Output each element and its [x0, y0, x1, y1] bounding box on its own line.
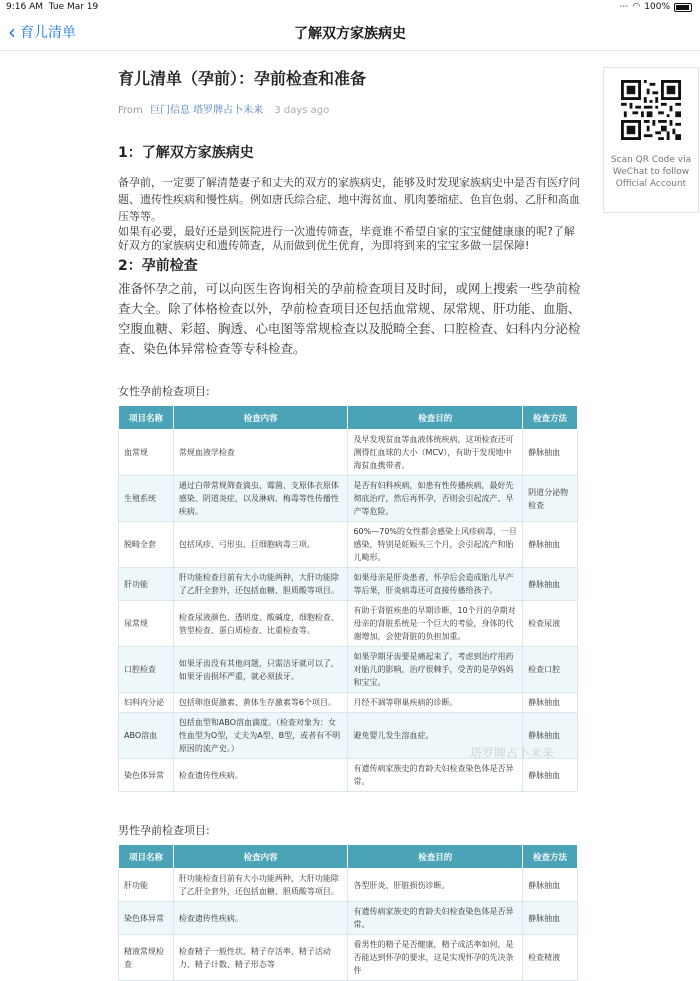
table-cell: 精液常规检查 [119, 935, 174, 981]
table-cell: 包括血型和ABO溶血滴度。（检查对象为：女性血型为O型，丈夫为A型、B型，或者有不明原因的流产史。） [173, 713, 348, 759]
chevron-left-icon: ‹ [8, 20, 16, 44]
table-cell: 静脉抽血 [523, 869, 578, 902]
table-cell: 静脉抽血 [523, 713, 578, 759]
table-cell: 避免婴儿发生溶血症。 [348, 713, 523, 759]
table-cell: 看男性的精子是否健康，精子成活率如何，是否能达到怀孕的要求，这是实现怀孕的先决条件 [348, 935, 523, 981]
section-heading-2: 2：孕前检查 [118, 258, 198, 274]
table-cell: 脱畸全套 [119, 522, 174, 568]
table-cell: 静脉抽血 [523, 693, 578, 713]
table-header-cell: 检查内容 [173, 406, 348, 430]
female-table-label: 女性孕前检查项目: [118, 385, 210, 398]
status-time: 9:16 AM Tue Mar 19 [6, 2, 99, 12]
table-cell: 有遗传病家族史的育龄夫妇检查染色体是否异常。 [348, 759, 523, 792]
table-cell: 静脉抽血 [523, 522, 578, 568]
wifi-icon: ◠ [632, 2, 641, 12]
table-cell: 静脉抽血 [523, 430, 578, 476]
table-cell: 肝功能 [119, 568, 174, 601]
table-cell: 通过白带常规筛查滴虫、霉菌、支原体衣原体感染、阴道炎症，以及淋病、梅毒等性传播性疾病。 [173, 476, 348, 522]
table-row [119, 869, 578, 902]
table-cell: 肝功能 [119, 869, 174, 902]
article-title: 育儿清单（孕前）：孕前检查和准备 [118, 69, 367, 88]
table-row [119, 601, 578, 647]
table-cell: 检查尿液颜色、透明度、酸碱度，细胞检查、管型检查、蛋白质检查、比重检查等。 [173, 601, 348, 647]
qr-card[interactable] [603, 67, 699, 213]
table-cell: 如果孕期牙齿要是痛起来了，考虑到治疗用药对胎儿的影响，治疗很棘手，受苦的是孕妈妈和宝宝。 [348, 647, 523, 693]
table-cell: 妇科内分泌 [119, 693, 174, 713]
paragraph-3: 准备怀孕之前，可以向医生咨询相关的孕前检查项目及时间，或网上搜索一些孕前检查大全。除了体格检查以外，孕前检查项目还包括血常规、尿常规、肝功能、血脂、空腹血糖、彩超、胸透、心电图等常规检查以及脱畸全套、口腔检查、妇科内分泌检查、染色体异常检查等专科检查。 [118, 281, 581, 356]
table-cell: 检查尿液 [523, 601, 578, 647]
table-row [119, 902, 578, 935]
table-cell: 检查精液 [523, 935, 578, 981]
watermark: 塔罗牌占卜未来 [470, 746, 555, 760]
table-cell: 肝功能检查目前有大小功能两种，大肝功能除了乙肝全套外，还包括血糖、胆质酸等项目。 [173, 568, 348, 601]
table-cell: 检查精子一般性状、精子存活率、精子活动力、精子计数、精子形态等 [173, 935, 348, 981]
table-cell: 血常规 [119, 430, 174, 476]
table-row [119, 568, 578, 601]
table-cell: 60%—70%的女性都会感染上风疹病毒，一旦感染，特别是妊娠头三个月，会引起流产和胎儿畸形。 [348, 522, 523, 568]
status-right [619, 2, 692, 12]
table-header-cell: 检查方法 [523, 406, 578, 430]
battery-icon [674, 3, 692, 12]
female-exam-table [118, 405, 578, 792]
table-cell: 检查遗传性疾病。 [173, 759, 348, 792]
table-cell: 检查口腔 [523, 647, 578, 693]
table-cell: 如果母亲是肝炎患者，怀孕后会造成胎儿早产等后果，肝炎病毒还可直接传播给孩子。 [348, 568, 523, 601]
male-table-label: 男性孕前检查项目: [118, 824, 210, 837]
table-row [119, 430, 578, 476]
battery-percent: 100% [644, 2, 670, 12]
table-header-cell: 检查内容 [173, 845, 348, 869]
table-header-cell: 检查方法 [523, 845, 578, 869]
table-cell: 肝功能检查目前有大小功能两种，大肝功能除了乙肝全套外，还包括血糖、胆质酸等项目。 [173, 869, 348, 902]
paragraph-2: 如果有必要，最好还是到医院进行一次遗传筛查，毕竟谁不希望自家的宝宝健健康康的呢?了解好双方的家族病史和遗传筛查，从而做到优生优育，为即将到来的宝宝多做一层保障! [118, 225, 575, 252]
table-cell: 尿常规 [119, 601, 174, 647]
table-cell: 月经不调等卵巢疾病的诊断。 [348, 693, 523, 713]
table-cell: 及早发现贫血等血液体统疾病，这项检查还可测得红血球的大小（MCV），有助于发现地中海贫血携带者。 [348, 430, 523, 476]
table-cell: 静脉抽血 [523, 568, 578, 601]
nav-title: 了解双方家族病史 [294, 26, 406, 42]
male-exam-table [118, 844, 578, 981]
table-row [119, 476, 578, 522]
table-header-row [119, 406, 578, 430]
table-cell: 是否有妇科疾病，如患有性传播疾病，最好先彻底治疗，然后再怀孕，否则会引起流产、早产等危险。 [348, 476, 523, 522]
table-row [119, 647, 578, 693]
table-row [119, 693, 578, 713]
table-cell: 染色体异常 [119, 759, 174, 792]
table-header-cell: 项目名称 [119, 406, 174, 430]
table-cell: 染色体异常 [119, 902, 174, 935]
table-cell: 静脉抽血 [523, 902, 578, 935]
table-header-cell: 项目名称 [119, 845, 174, 869]
table-cell: 检查遗传性疾病。 [173, 902, 348, 935]
table-cell: 常规血液学检查 [173, 430, 348, 476]
signal-icon: ⋯ [619, 2, 629, 12]
table-row [119, 759, 578, 792]
table-cell: 静脉抽血 [523, 759, 578, 792]
table-cell: 包括风疹、弓形虫、巨细胞病毒三项。 [173, 522, 348, 568]
qr-caption: Scan QR Code via WeChat to follow Official Account [610, 155, 692, 189]
from-label: From [118, 105, 143, 116]
article-meta [118, 101, 584, 116]
table-cell: ABO溶血 [119, 713, 174, 759]
table-cell: 生殖系统 [119, 476, 174, 522]
table-header-row [119, 845, 578, 869]
table-cell: 阴道分泌物检查 [523, 476, 578, 522]
table-cell: 包括卵泡促激素、黄体生存激素等6个项目。 [173, 693, 348, 713]
table-row [119, 935, 578, 981]
source-link[interactable]: 巨门信息 塔罗牌占卜未来 [149, 105, 264, 116]
article [118, 66, 584, 981]
nav-bar [0, 14, 700, 51]
paragraph-1: 备孕前，一定要了解清楚妻子和丈夫的双方的家族病史，能够及时发现家族病史中是否有医疗问题、遗传性疾病和慢性病。例如唐氏综合症、地中海贫血、肌肉萎缩症、色盲色弱、乙肝和高血压等等。 [118, 176, 580, 223]
status-bar [0, 0, 700, 14]
table-header-cell: 检查目的 [348, 845, 523, 869]
table-cell: 各型肝炎，肝脏损伤诊断。 [348, 869, 523, 902]
back-label: 育儿清单 [20, 25, 76, 41]
table-row [119, 522, 578, 568]
table-cell: 有遗传病家族史的育龄夫妇检查染色体是否异常。 [348, 902, 523, 935]
table-cell: 如果牙齿没有其他问题，只需洁牙就可以了，如果牙齿损坏严重，就必须拔牙。 [173, 647, 348, 693]
table-header-cell: 检查目的 [348, 406, 523, 430]
section-heading-1: 1：了解双方家族病史 [118, 145, 254, 161]
publish-date: 3 days ago [274, 105, 330, 116]
table-cell: 口腔检查 [119, 647, 174, 693]
table-cell: 有助于肾脏疾患的早期诊断，10个月的孕期对母亲的肾脏系统是一个巨大的考验，身体的代谢增加，会使肾脏的负担加重。 [348, 601, 523, 647]
qr-code-icon [621, 80, 681, 140]
